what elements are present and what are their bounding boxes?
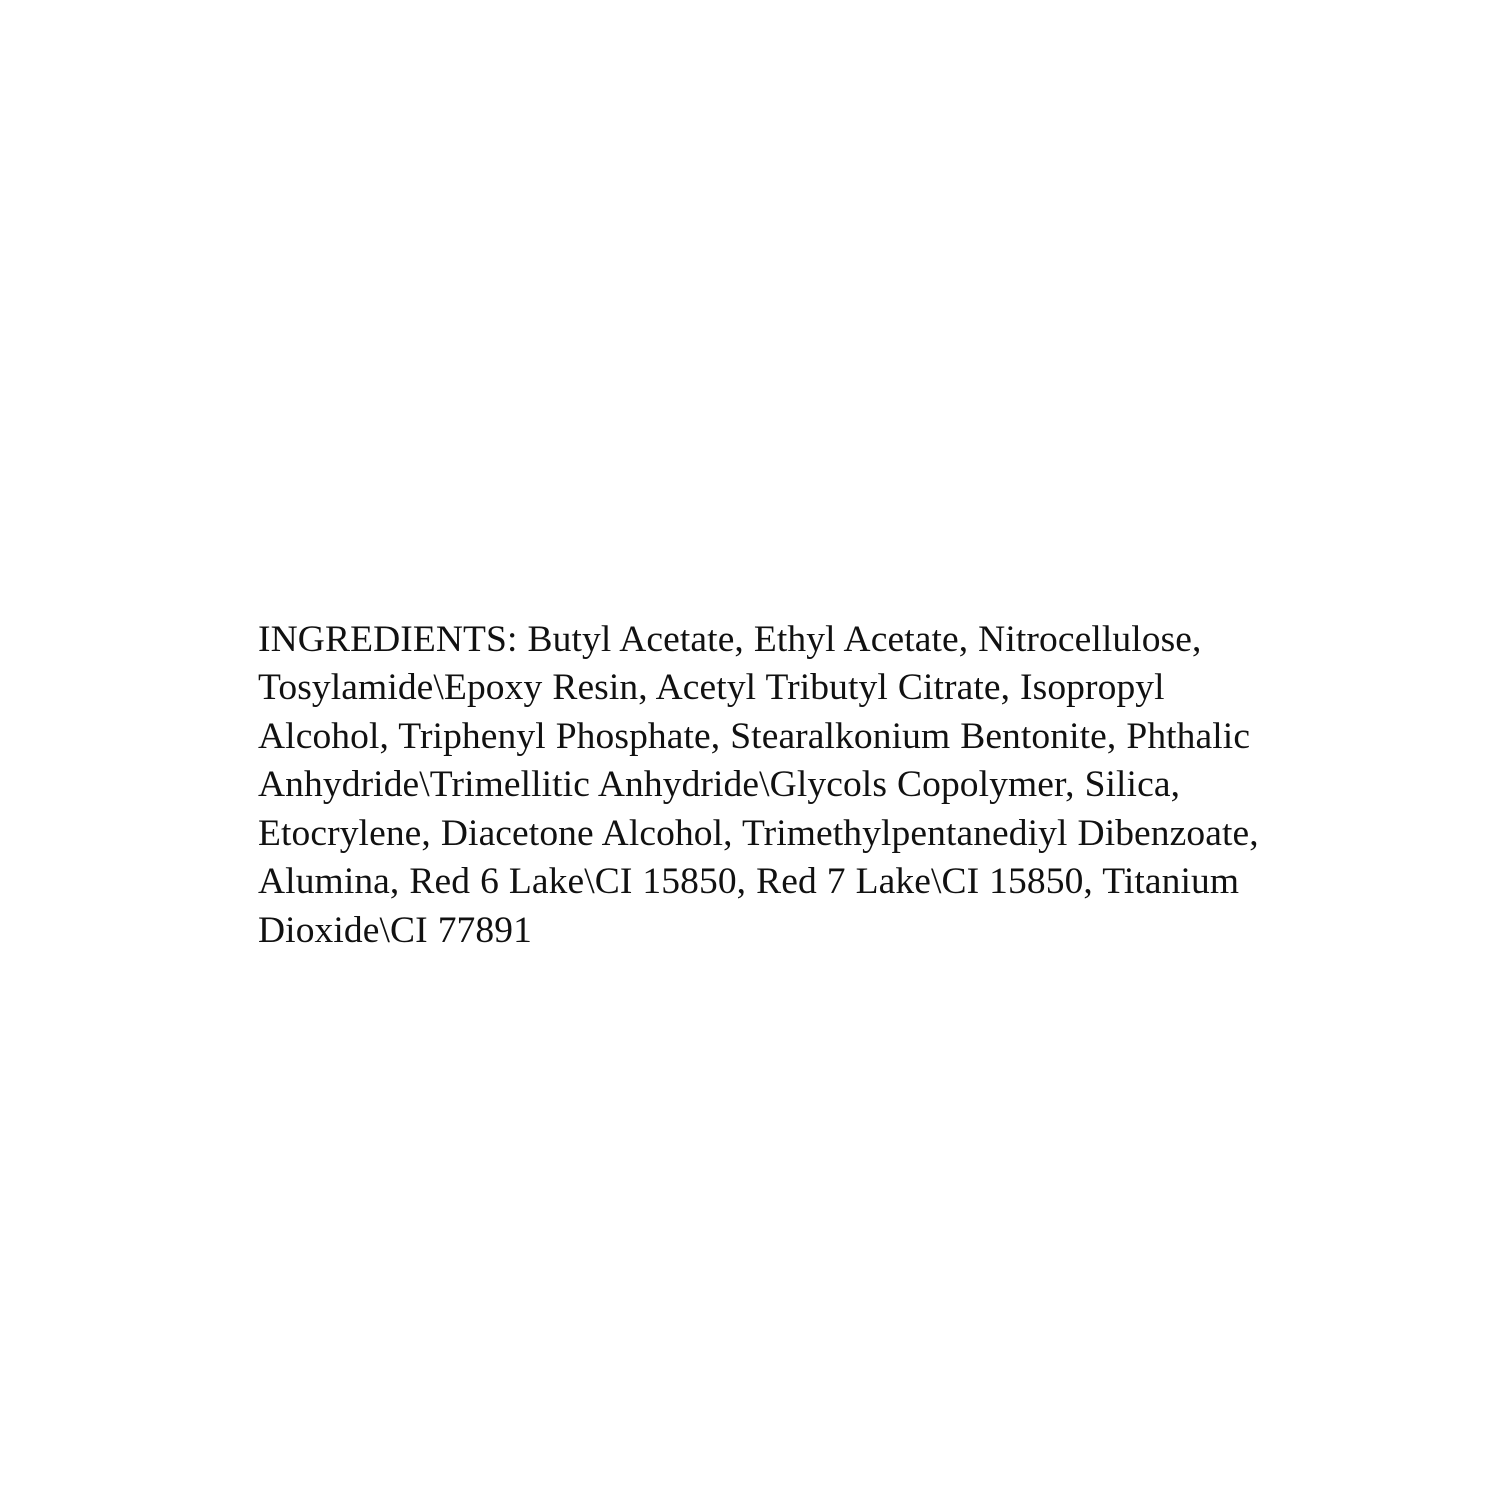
ingredients-paragraph: INGREDIENTS: Butyl Acetate, Ethyl Acetate, Nitrocellulose, Tosylamide\Epoxy Resin, Acetyl Tributyl Citrate, Isopropyl Alcohol, Triphenyl Phosphate, Stearalkonium Bentonite, Phthalic Anhydride\Trimellitic Anhydride\Glycols Copolymer, Silica, Etocrylene, Diacetone Alcohol, Trimethylpentanediyl Dibenzoate, Alumina, Red 6 Lake\CI 15850, Red 7 Lake\CI 15850, Titanium Dioxide\CI 77891 [258, 618, 1267, 951]
ingredient-label-panel [258, 578, 1268, 993]
